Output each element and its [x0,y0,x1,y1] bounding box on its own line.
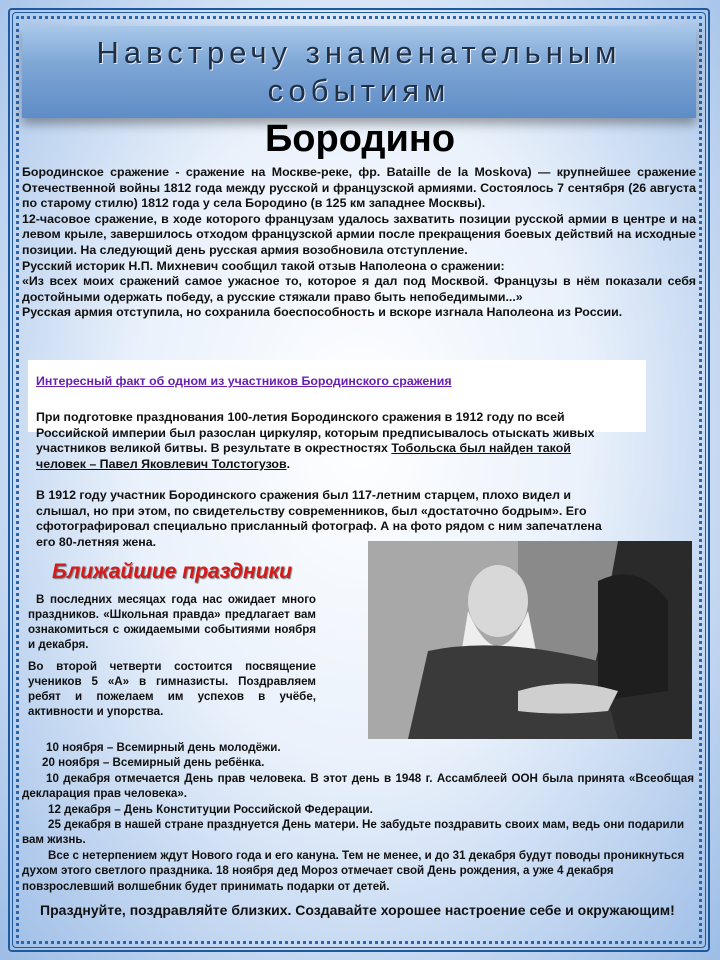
title-banner [22,26,696,118]
fact-highlight: Тобольска был найден такой человек – Павел Яковлевич Толстогузов [36,441,571,471]
intro-paragraph: Русский историк Н.П. Михневич сообщил такой отзыв Наполеона о сражении: [22,258,505,273]
fact-text: . [286,456,291,471]
fact-paragraph-1 [36,410,624,472]
holiday-item: 12 декабря – День Конституции Российской Федерации. [48,802,373,816]
holiday-item: 20 ноября – Всемирный день ребёнка. [42,756,265,770]
holiday-item: 10 декабря отмечается День прав человека. В этот день в 1948 г. Ассамблеей ООН была принята «Всеобщая декларация прав человека». [22,771,694,801]
historic-photo [368,541,692,739]
napoleon-quote: «Из всех моих сражений самое ужасное то, которое я дал под Москвой. Французы в нём показали себя достойными одержать победу, а русские стяжали право быть непобедимыми...» [22,274,696,304]
holiday-item: 10 ноября – Всемирный день молодёжи. [46,741,281,754]
fact-text: При подготовке празднования 100-летия Бородинского сражения в 1912 году по всей Российской империи был разослан циркуляр, которым предписывалось отыскать живых участников великой битвы. В результате в окрестностях [36,410,595,456]
intro-paragraph: Русская армия отступила, но сохранила боеспособность и вскоре изгнала Наполеона из России. [22,305,623,320]
intro-article [22,165,696,321]
intro-paragraph: 12-часовое сражение, в ходе которого французам удалось захватить позиции русской армии в центре и на левом крыле, завершилось отходом французской армии после прекращения боевых действий на исходные позиции. На следующий день русская армия возобновила отступление. [22,211,696,257]
holiday-item: Все с нетерпением ждут Нового года и его кануна. Тем не менее, и до 31 декабря будут поводы проникнуться духом этого светлого праздника. 18 ноября дед Мороз отмечает свой День рождения, а уже 4 декабря повзрослевший волшебник будет принимать подарки от детей. [22,848,685,893]
banner-title: Навстречу знаменательным событиям [96,35,622,108]
holidays-list [22,740,694,894]
intro-paragraph: Бородинское сражение - сражение на Москве-реке, фр. Bataille de la Moskova) — крупнейшее сражение Отечественной войны 1812 года между русской и французской армиями. Состоялось 7 сентября (26 августа по старому стилю) 1812 года у села Бородино (в 125 км западнее Москвы). [22,165,696,211]
photo-illustration [368,541,692,739]
holidays-title: Ближайшие праздники [52,560,292,583]
fact-paragraph-2: В 1912 году участник Бородинского сражения был 117-летним старцем, плохо видел и слышал, но при этом, по свидетельству современников, был «достаточно бодрым». Его сфотографировал специально присланный фотограф. А на фото рядом с ним запечатлена его 80-летняя жена. [36,488,602,549]
article-heading: Бородино [264,118,456,160]
holidays-paragraph-2: Во второй четверти состоится посвящение учеников 5 «А» в гимназисты. Поздравляем ребят и пожелаем им успехов в учёбе, активности и упорства. [28,660,316,718]
closing-text: Празднуйте, поздравляйте близких. Создавайте хорошее настроение себе и окружающим! [40,902,675,918]
holidays-paragraph-1: В последних месяцах года нас ожидает много праздников. «Школьная правда» предлагает вам ознакомиться с ожидаемыми событиями ноября и декабря. [28,593,316,651]
fact-title: Интересный факт об одном из участников Бородинского сражения [36,374,452,388]
holiday-item: 25 декабря в нашей стране празднуется День матери. Не забудьте поздравить своих мам, ведь они подарили вам жизнь. [22,818,685,847]
